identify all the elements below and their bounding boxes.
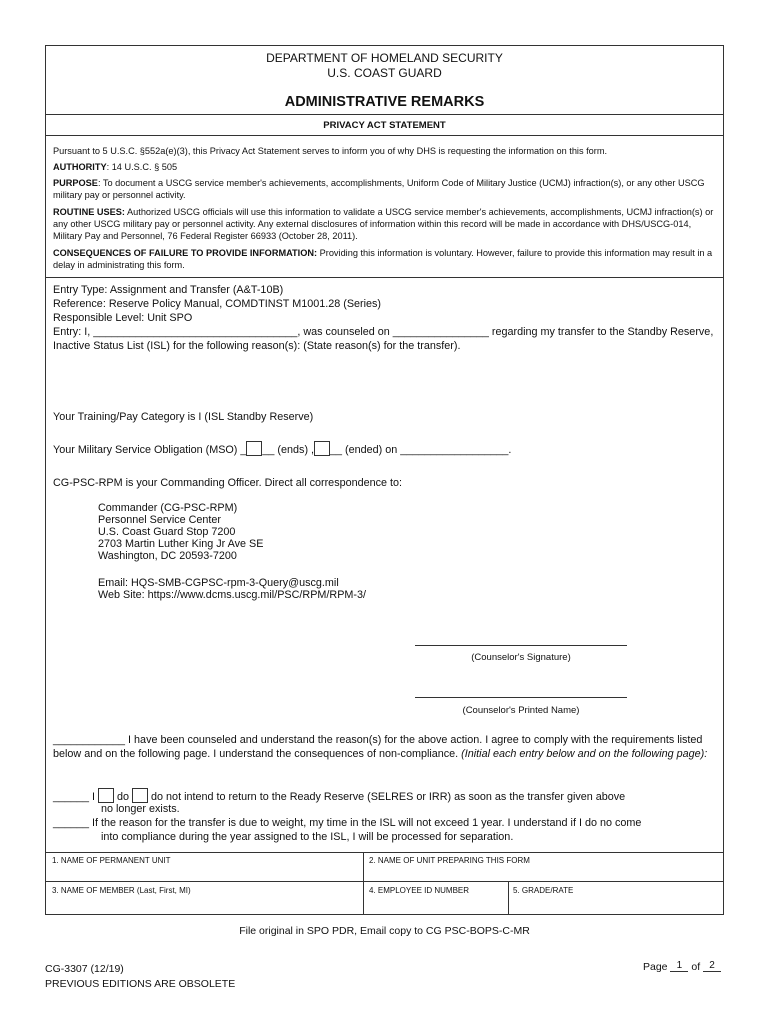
entry-type: Entry Type: Assignment and Transfer (A&T-10B) — [53, 284, 284, 296]
privacy-intro: Pursuant to 5 U.S.C. §552a(e)(3), this Privacy Act Statement serves to inform you of why DHS is requesting the information on this form. — [53, 146, 608, 156]
form-number: CG-3307 (12/19) — [45, 963, 124, 975]
page-number: 1 — [670, 960, 688, 972]
obsolete-notice: PREVIOUS EDITIONS ARE OBSOLETE — [45, 978, 236, 990]
counselor-printed-name-line[interactable] — [415, 697, 627, 698]
divider — [45, 277, 724, 278]
address-line: Commander (CG-PSC-RPM) — [98, 502, 238, 514]
contact-email: Email: HQS-SMB-CGPSC-rpm-3-Query@uscg.mil — [98, 577, 339, 589]
page-total: 2 — [703, 960, 721, 972]
divider — [45, 114, 724, 115]
mso-line: Your Military Service Obligation (MSO) _ __ (ends) , __ (ended) on __________________. — [53, 441, 721, 457]
weight-item-continued: into compliance during the year assigned to the ISL, I will be processed for separation. — [101, 831, 514, 843]
employee-id-field[interactable]: 4. EMPLOYEE ID NUMBER — [369, 886, 470, 895]
acknowledgement-statement: ____________ I have been counseled and understand the reason(s) for the above action. I agree to comply with the requirements listed below and on the following page. I understand the consequences of non-compliance. (Initial each entry below and on the following page): — [53, 734, 708, 760]
privacy-heading: PRIVACY ACT STATEMENT — [323, 120, 446, 131]
counselor-printed-name-caption: (Counselor's Printed Name) — [462, 705, 580, 716]
return-intent-continued: no longer exists. — [101, 803, 180, 815]
preparing-unit-field[interactable]: 2. NAME OF UNIT PREPARING THIS FORM — [369, 856, 530, 865]
commanding-officer-note: CG-PSC-RPM is your Commanding Officer. Direct all correspondence to: — [53, 477, 403, 489]
training-pay-category: Your Training/Pay Category is I (ISL Standby Reserve) — [53, 411, 314, 423]
do-checkbox[interactable] — [98, 788, 114, 803]
address-line: U.S. Coast Guard Stop 7200 — [98, 526, 236, 538]
counselor-signature-caption: (Counselor's Signature) — [471, 652, 571, 663]
contact-website: Web Site: https://www.dcms.uscg.mil/PSC/RPM/RPM-3/ — [98, 589, 366, 601]
table-divider — [363, 852, 364, 915]
privacy-consequences: CONSEQUENCES OF FAILURE TO PROVIDE INFORMATION: Providing this information is voluntary. However, failure to provide this information may result in a delay in administrating this form. — [53, 248, 713, 270]
form-title: ADMINISTRATIVE REMARKS — [284, 94, 485, 110]
address-line: Personnel Service Center — [98, 514, 222, 526]
grade-rate-field[interactable]: 5. GRADE/RATE — [513, 886, 574, 895]
page-indicator: Page 1 of 2 — [643, 960, 721, 973]
filing-instruction: File original in SPO PDR, Email copy to CG PSC-BOPS-C-MR — [239, 925, 530, 937]
table-divider — [45, 852, 724, 853]
permanent-unit-field[interactable]: 1. NAME OF PERMANENT UNIT — [52, 856, 171, 865]
member-name-field[interactable]: 3. NAME OF MEMBER (Last, First, MI) — [52, 886, 191, 895]
mso-ended-checkbox[interactable] — [314, 441, 330, 456]
table-divider — [45, 881, 724, 882]
entry-reference: Reference: Reserve Policy Manual, COMDTINST M1001.28 (Series) — [53, 298, 382, 310]
divider — [45, 135, 724, 136]
mso-ends-checkbox[interactable] — [246, 441, 262, 456]
table-divider — [508, 881, 509, 915]
do-not-checkbox[interactable] — [132, 788, 148, 803]
privacy-authority: AUTHORITY: 14 U.S.C. § 505 — [53, 162, 178, 172]
privacy-routine-uses: ROUTINE USES: Authorized USCG officials will use this information to validate a USCG service member's achievements, accomplishments, UCMJ infraction(s) or any other USCG military pay or personnel activity. Any external disclosures of information within this record will be made in accordance with DHS/USCG-014, Military Pay and Personnel, 76 Federal Register 66933 (October 28, 2011). — [53, 207, 714, 241]
entry-statement: Entry: I, __________________________________, was counseled on ________________ regarding my transfer to the Standby Reserve, Inactive Status List (ISL) for the following reason(s): (State reason(s) for the transfer). — [53, 326, 714, 352]
entry-responsible-level: Responsible Level: Unit SPO — [53, 312, 193, 324]
address-line: Washington, DC 20593-7200 — [98, 550, 237, 562]
weight-item: ______ If the reason for the transfer is due to weight, my time in the ISL will not exceed 1 year. I understand if I do no come — [53, 817, 642, 829]
agency-name: U.S. COAST GUARD — [327, 66, 442, 80]
privacy-purpose: PURPOSE: To document a USCG service member's achievements, accomplishments, Uniform Code of Military Justice (UCMJ) infraction(s), or any other USCG military pay or personnel activity. — [53, 178, 705, 200]
counselor-signature-line[interactable] — [415, 645, 627, 646]
address-line: 2703 Martin Luther King Jr Ave SE — [98, 538, 264, 550]
department-name: DEPARTMENT OF HOMELAND SECURITY — [266, 51, 503, 65]
return-intent-item: ______ I do do not intend to return to the Ready Reserve (SELRES or IRR) as soon as the transfer given above — [53, 788, 721, 804]
